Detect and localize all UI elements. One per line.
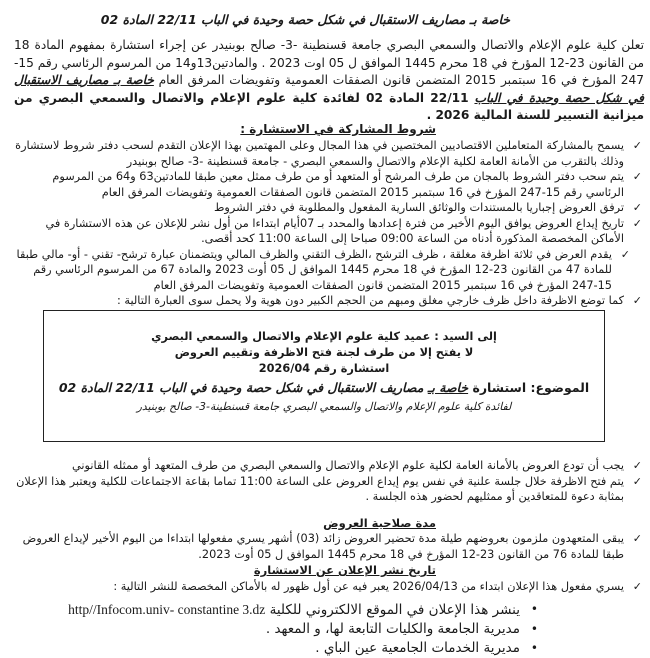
document-title: خاصة بـ مصاريف الاستقبال في شكل حصة وحيدة في الباب 22/11 المادة 02: [100, 12, 510, 27]
deposit-item: ✓ يجب أن تودع العروض بالأمانة العامة لكلية علوم الإعلام والاتصال والسمعي البصري من طرف المتعهد أو ممثله القانوني: [71, 459, 642, 472]
check-icon: ✓: [632, 459, 642, 472]
intro-paragraph: [14, 37, 644, 125]
intro-text-part2: 22/11 المادة 02 لفائدة كلية علوم الإعلام والاتصال والسمعي البصري من ميزانية التسيير للسنة المالية 2026 .: [14, 90, 644, 122]
condition-item: ✓ يتم سحب دفتر الشروط بالمجان من طرف المرشح أو المتعهد أو من طرف ممثل معين طبقا للمادتين63 و64 من المرسوم الرئاسي رقم 15-247 المؤرخ في 16 سبتمبر 2015 المتضمن قانون الصفقات العمومية وتفويضات المرفق العام: [52, 170, 642, 199]
publication-place: • مديرية الجامعة والكليات التابعة لها، و المعهد .: [265, 621, 538, 637]
envelope-addressee: إلى السيد : عميد كلية علوم الإعلام والاتصال والسمعي البصري: [151, 330, 497, 343]
envelope-consultation-number: استشارة رقم 2026/04: [258, 362, 390, 375]
envelope-label-box: [43, 310, 605, 442]
check-icon: ✓: [632, 580, 642, 593]
check-icon: ✓: [632, 201, 642, 214]
envelope-subject: الموضوع: استشارة خاصة بـ مصاريف الاستقبال في شكل حصة وحيدة في الباب 22/11 المادة 02: [58, 380, 590, 395]
condition-item: ✓ ترفق العروض إجباريا بالمستندات والوثائق السارية المفعول والمطلوبة في دفتر الشروط: [213, 201, 642, 214]
publication-item: ✓ يسري مفعول هذا الإعلان ابتداء من 2026/04/13 يعبر فيه عن أول ظهور له بالأماكن المخصصة للنشر التالية :: [113, 580, 642, 593]
condition-item: ✓ يقدم العرض في ثلاثة اظرفة مغلقة ، ظرف الترشح ،الظرف التقني والظرف المالي ويتضمنان عبارة ترشح- تقني - أو- مالي طبقا للمادة 47 من القانون 23-12 المؤرخ في 18 محرم 1445 الموافق ل 05 أوت 2023 والمادة 67 من المرسوم الرئاسي رقم 15-247 المؤرخ في 16 سبتمبر 2015 المتضمن قانون الصفقات العمومية وتفويضات المرفق العام: [16, 247, 630, 292]
bullet-icon: •: [530, 602, 538, 616]
intro-emphasis: خاصة بـ مصاريف الاستقبال في شكل حصة وحيدة في الباب: [14, 73, 645, 105]
validity-heading: مدة صلاحية العروض: [323, 516, 436, 530]
check-icon: ✓: [620, 247, 630, 261]
condition-item: ✓ كما توضع الاظرفة داخل ظرف خارجي مغلق ومبهم من الحجم الكبير دون هوية ولا يحمل سوى العبارة التالية :: [116, 294, 642, 307]
publication-place: • ينشر هذا الإعلان في الموقع الالكتروني للكلية http//Infocom.univ- constantine 3.dz: [68, 602, 538, 618]
condition-item: ✓ تاريخ إيداع العروض يوافق اليوم الأخير من فترة إعدادها والمحدد بـ 07أيام ابتداءا من أول نشر للإعلان عن هذه الاستشارة في الأماكن المخصصة المذكورة أدناه من الساعة 09:00 صباحا إلى الساعة 11:00 كحد أقصى.: [45, 216, 642, 245]
condition-item: ✓ يسمح بالمشاركة المتعاملين الاقتصاديين المختصين في هذا المجال وعلى المهتمين بهذا الإعلان التقدم لسحب دفتر شروط لاستشارة وذلك بالتقرب من الأمانة العامة لكلية الإعلام والاتصال والسمعي البصري - جامعة قسنطينة -3- صالح بوبنيدر: [15, 139, 642, 168]
publication-heading: تاريخ نشر الإعلان عن الاستشارة: [253, 563, 436, 577]
envelope-not-open-notice: لا يفتح إلا من طرف لجنة فتح الاظرفة وتقييم العروض: [174, 346, 474, 359]
envelope-beneficiary: لفائدة كلية علوم الإعلام والاتصال والسمعي البصري جامعة قسنطينة-3- صالح بوبنيدر: [136, 400, 512, 413]
bullet-icon: •: [530, 622, 538, 636]
check-icon: ✓: [632, 474, 642, 488]
publication-place: • مديرية الخدمات الجامعية عين الباي .: [315, 640, 538, 656]
publication-places-list: [22, 600, 542, 658]
check-icon: ✓: [632, 294, 642, 307]
intro-text-part1: تعلن كلية علوم الإعلام والاتصال والسمعي البصري جامعة قسنطينة -3- صالح بوبنيدر عن إجراء استشارة بمفهوم المادة 18 من القانون 23-12 المؤرخ في 18 محرم 1445 الموافق ل 05 اوت 2023 . والمادتين13و14 من المرسوم الرئاسي رقم 15-247 المؤرخ في 16 سبتمبر 2015 المتضمن قانون الصفقات العمومية وتفويضات المرفق العام: [14, 38, 645, 87]
bullet-icon: •: [530, 641, 538, 655]
deposit-list: [12, 458, 642, 505]
participation-conditions-list: [12, 138, 642, 309]
check-icon: ✓: [632, 139, 642, 152]
validity-list: [12, 531, 642, 562]
check-icon: ✓: [632, 216, 642, 230]
faculty-website-link[interactable]: http//Infocom.univ- constantine 3.dz: [68, 602, 266, 617]
deposit-item: ✓ يتم فتح الاظرفة خلال جلسة علنية في نفس يوم إيداع العروض على الساعة 11:00 تماما بقاعة الاجتماعات للكلية ويعتبر هذا الإعلان بمثابة دعوة للمتعاقدين أو ممثليهم لحضور هذه الجلسة .: [16, 474, 642, 503]
check-icon: ✓: [632, 170, 642, 183]
participation-heading: شروط المشاركة في الاستشارة :: [240, 122, 436, 136]
check-icon: ✓: [632, 532, 642, 545]
publication-list: [12, 579, 642, 595]
validity-item: ✓ يبقى المتعهدون ملزمون بعروضهم طيلة مدة تحضير العروض زائد (03) أشهر يسري مفعولها ابتداءا من اليوم الأخير لإيداع العروض طبقا للمادة 76 من القانون 23-12 المؤرخ في 18 محرم 1445 الموافق ل 05 أوت 2023.: [22, 532, 642, 561]
